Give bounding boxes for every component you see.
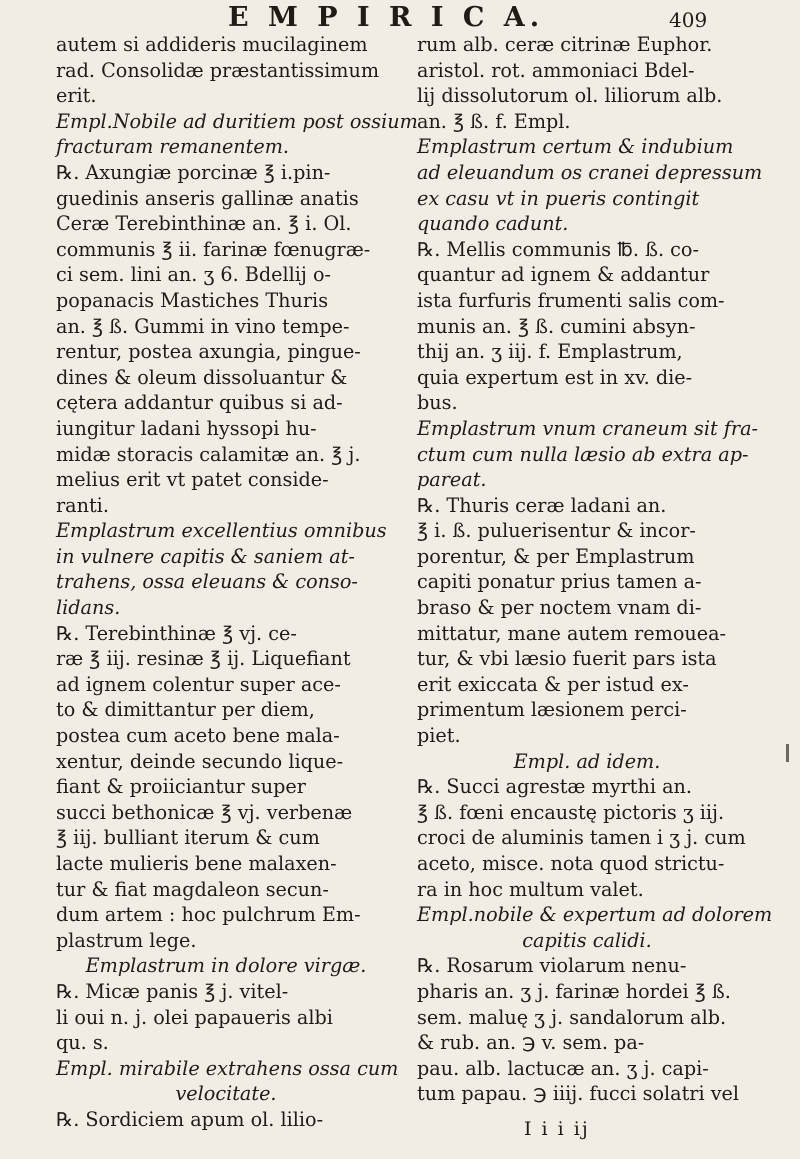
text-line: mittatur, mane autem remouea- xyxy=(417,621,727,645)
text-line: plastrum lege. xyxy=(56,928,197,952)
text-line: ista furfuris frumenti salis com- xyxy=(417,288,725,312)
text-line: guedinis anseris gallinæ anatis xyxy=(56,186,359,210)
text-line: quando cadunt. xyxy=(417,212,569,236)
text-line: popanacis Mastiches Thuris xyxy=(56,288,329,312)
text-line: ℞. Thuris ceræ ladani an. xyxy=(417,493,667,517)
text-line: cętera addantur quibus si ad- xyxy=(56,391,343,415)
text-line: lacte mulieris bene malaxen- xyxy=(56,852,337,875)
text-line: capitis calidi. xyxy=(522,928,652,952)
text-line: fiant & proiiciantur super xyxy=(56,775,306,799)
recipe-paragraph xyxy=(56,1107,396,1133)
text-line: quantur ad ignem & addantur xyxy=(417,263,710,287)
text-line: li oui n. j. olei papaueris albi xyxy=(56,1005,333,1029)
text-line: ex casu vt in pueris contingit xyxy=(417,186,700,210)
text-line: Emplastrum certum & indubium xyxy=(417,135,734,159)
text-line: rum alb. ceræ citrinæ Euphor. xyxy=(417,33,713,56)
text-line: tur, & vbi læsio fuerit pars ista xyxy=(417,647,717,671)
text-line: Empl.Nobile ad duritiem post ossium xyxy=(56,109,418,133)
recipe-heading xyxy=(417,416,757,493)
text-line: ℥ iij. bulliant iterum & cum xyxy=(56,826,320,850)
recipe-paragraph xyxy=(417,493,757,749)
recipe-heading xyxy=(56,1056,399,1107)
text-line: lij dissolutorum ol. liliorum alb. xyxy=(417,84,723,108)
text-line: trahens, ossa eleuans & conso- xyxy=(56,570,358,594)
text-line: tur & fiat magdaleon secun- xyxy=(56,877,329,901)
text-line: pau. alb. lactucæ an. ʒ j. capi- xyxy=(417,1056,709,1080)
text-line: ra in hoc multum valet. xyxy=(417,877,644,901)
text-line: postea cum aceto bene mala- xyxy=(56,724,340,748)
text-line: Empl.nobile & expertum ad dolorem xyxy=(417,903,773,927)
recipe-heading xyxy=(56,109,418,160)
text-line: iungitur ladani hyssopi hu- xyxy=(56,416,317,440)
text-line: Emplastrum vnum craneum sit fra- xyxy=(417,416,758,440)
left-column xyxy=(56,32,418,1133)
text-line: velocitate. xyxy=(175,1082,277,1106)
text-line: sem. maluę ʒ j. sandalorum alb. xyxy=(417,1005,727,1029)
recipe-paragraph xyxy=(56,979,396,1056)
text-line: rentur, postea axungia, pingue- xyxy=(56,340,361,364)
text-line: qu. s. xyxy=(56,1031,109,1055)
text-line: midæ storacis calamitæ an. ℥ j. xyxy=(56,442,361,466)
page-number: 409 xyxy=(669,8,708,32)
text-line: dum artem : hoc pulchrum Em- xyxy=(56,903,361,927)
text-line: erit. xyxy=(56,84,97,108)
text-line: aceto, misce. nota quod strictu- xyxy=(417,852,725,875)
recipe-heading xyxy=(417,134,763,236)
text-line: ctum cum nulla læsio ab extra ap- xyxy=(417,442,749,466)
text-line: Empl. mirabile extrahens ossa cum xyxy=(56,1056,399,1080)
text-line: ℞. Succi agrestæ myrthi an. xyxy=(417,775,692,799)
text-line: fracturam remanentem. xyxy=(56,135,290,159)
recipe-paragraph xyxy=(417,32,757,134)
text-line: pareat. xyxy=(417,468,487,492)
text-line: ℞. Axungiæ porcinæ ℥ i.pin- xyxy=(56,160,331,184)
text-line: ci sem. lini an. ʒ 6. Bdellij o- xyxy=(56,263,332,287)
text-line: ℞. Micæ panis ℥ j. vitel- xyxy=(56,979,289,1003)
text-line: melius erit vt patet conside- xyxy=(56,468,329,492)
text-line: lidans. xyxy=(56,596,121,620)
right-column xyxy=(417,32,773,1107)
text-line: erit exiccata & per istud ex- xyxy=(417,672,689,696)
text-line: ℞. Sordiciem apum ol. lilio- xyxy=(56,1107,324,1131)
recipe-heading xyxy=(56,518,396,620)
text-line: piet. xyxy=(417,724,461,748)
text-line: tum papau. ℈ iiij. fucci solatri vel xyxy=(417,1082,740,1106)
recipe-heading xyxy=(56,953,396,979)
text-line: thij an. ʒ iij. f. Emplastrum, xyxy=(417,340,683,364)
recipe-paragraph xyxy=(56,32,396,109)
text-line: xentur, deinde secundo lique- xyxy=(56,749,344,773)
text-line: munis an. ℥ ß. cumini absyn- xyxy=(417,314,696,338)
recipe-paragraph xyxy=(417,237,757,416)
text-line: to & dimittantur per diem, xyxy=(56,698,315,722)
text-line: dines & oleum dissoluantur & xyxy=(56,365,348,389)
text-line: ℞. Rosarum violarum nenu- xyxy=(417,954,687,978)
text-line: bus. xyxy=(417,391,458,415)
text-line: an. ℥ ß. Gummi in vino tempe- xyxy=(56,314,350,338)
text-line: aristol. rot. ammoniaci Bdel- xyxy=(417,58,695,82)
text-line: ℞. Mellis communis ℔. ß. co- xyxy=(417,237,699,261)
text-line: Empl. ad idem. xyxy=(513,749,661,773)
text-line: & rub. an. ℈ v. sem. pa- xyxy=(417,1031,645,1055)
text-line: ad ignem colentur super ace- xyxy=(56,672,341,696)
text-line: croci de aluminis tamen i ʒ j. cum xyxy=(417,826,746,850)
running-head: E M P I R I C A. xyxy=(228,2,545,33)
text-line: pharis an. ʒ j. farinæ hordei ℥ ß. xyxy=(417,979,731,1003)
text-line: communis ℥ ii. farinæ fœnugræ- xyxy=(56,237,371,261)
recipe-paragraph xyxy=(417,774,757,902)
text-line: primentum læsionem perci- xyxy=(417,698,687,722)
text-line: braso & per noctem vnam di- xyxy=(417,596,702,620)
text-line: quia expertum est in xv. die- xyxy=(417,365,693,389)
recipe-heading xyxy=(417,749,757,775)
text-line: ræ ℥ iij. resinæ ℥ ij. Liquefiant xyxy=(56,647,351,671)
text-line: porentur, & per Emplastrum xyxy=(417,544,695,568)
text-line: ad eleuandum os cranei depressum xyxy=(417,160,763,184)
recipe-paragraph xyxy=(56,621,396,954)
text-line: ℥ i. ß. puluerisentur & incor- xyxy=(417,519,696,543)
text-line: autem si addideris mucilaginem xyxy=(56,33,368,56)
text-line: capiti ponatur prius tamen a- xyxy=(417,570,702,594)
text-line: Ceræ Terebinthinæ an. ℥ i. Ol. xyxy=(56,212,352,236)
page-header xyxy=(0,2,800,36)
recipe-paragraph xyxy=(417,953,757,1107)
signature-mark: I i i ij xyxy=(524,1118,590,1140)
text-line: ℞. Terebinthinæ ℥ vj. ce- xyxy=(56,621,297,645)
text-line: Emplastrum in dolore virgæ. xyxy=(85,954,367,978)
text-line: succi bethonicæ ℥ vj. verbenæ xyxy=(56,800,353,824)
text-line: ranti. xyxy=(56,493,109,517)
text-line: rad. Consolidæ præstantissimum xyxy=(56,58,380,82)
text-line: ℥ ß. fœni encaustę pictoris ʒ iij. xyxy=(417,800,725,824)
text-line: an. ℥ ß. f. Empl. xyxy=(417,109,571,133)
text-line: Emplastrum excellentius omnibus xyxy=(56,519,387,543)
margin-mark-icon xyxy=(784,744,792,762)
recipe-paragraph xyxy=(56,160,396,518)
text-line: in vulnere capitis & saniem at- xyxy=(56,544,355,568)
recipe-heading xyxy=(417,902,773,953)
